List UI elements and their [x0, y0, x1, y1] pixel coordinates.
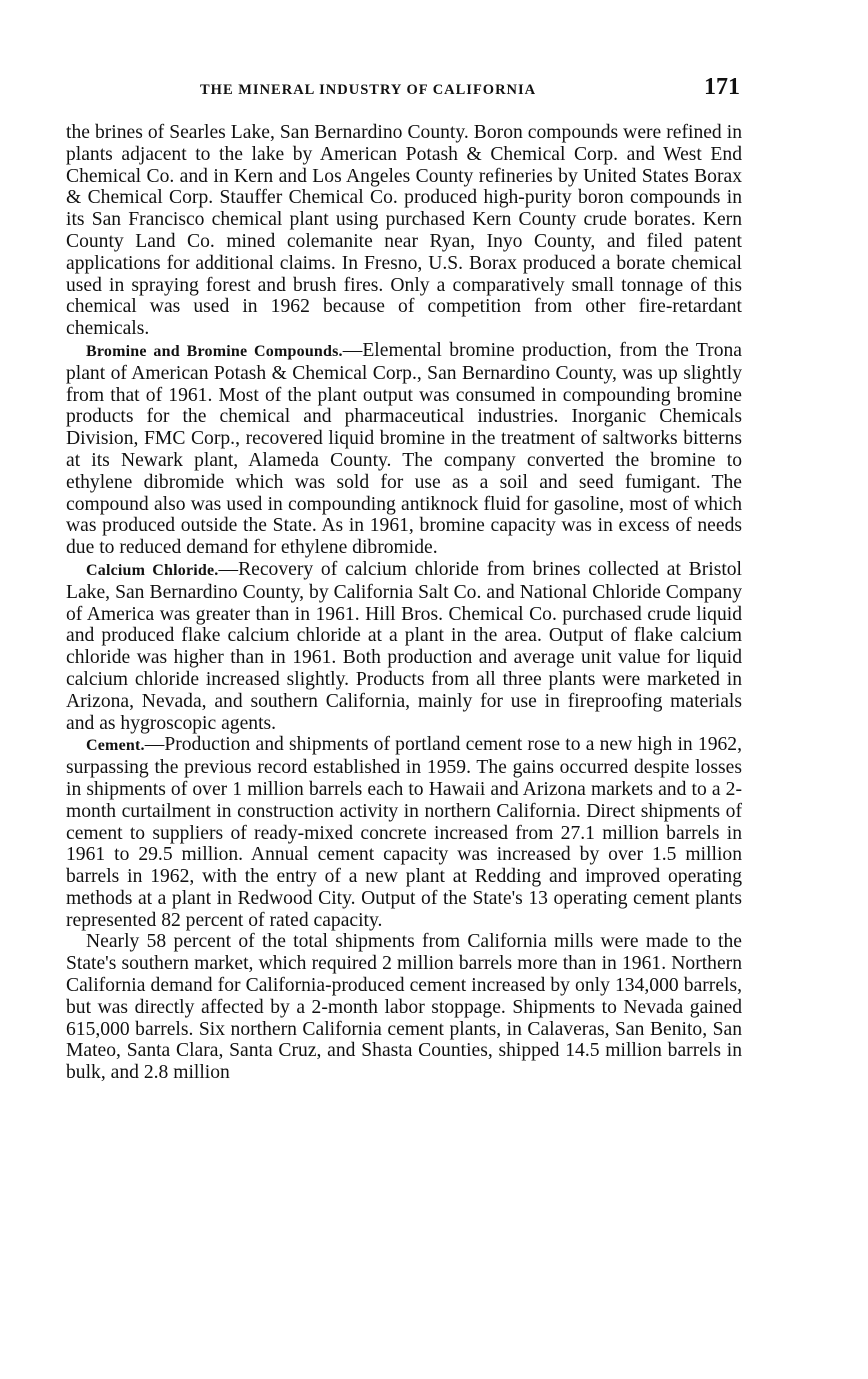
section-heading-bromine: Bromine and Bromine Compounds.: [86, 342, 343, 360]
section-heading-calcium-chloride: Calcium Chloride.: [86, 561, 219, 579]
section-heading-cement: Cement.: [86, 737, 145, 755]
paragraph-text: —Production and shipments of portland cement rose to a new high in 1962, surpassing the previous record established in 1959. The gains occurred despite losses in shipments of over 1 million barrels each to Hawaii and Arizona markets and to a 2-month curtailment in construction activity in northern California. Direct shipments of cement to suppliers of ready-mixed concrete increased from 27.1 million barrels in 1961 to 29.5 million. Annual cement capacity was increased by over 1.5 million barrels in 1962, with the entry of a new plant at Redding and improved operating methods at a plant in Redwood City. Output of the State's 13 operating cement plants represented 82 percent of rated capacity.: [66, 734, 742, 931]
paragraph-text: the brines of Searles Lake, San Bernardino County. Boron compounds were refined in plants adjacent to the lake by American Potash & Chemical Corp. and West End Chemical Co. and in Kern and Los Angeles County refineries by United States Borax & Chemical Corp. Stauffer Chemical Co. produced high-purity boron compounds in its San Francisco chemical plant using purchased Kern County crude borates. Kern County Land Co. mined colemanite near Ryan, Inyo County, and filed patent applications for additional claims. In Fresno, U.S. Borax produced a borate chemical used in spraying forest and brush fires. Only a comparatively small tonnage of this chemical was used in 1962 because of competition from other fire-retardant chemicals.: [66, 122, 742, 340]
running-title: THE MINERAL INDUSTRY OF CALIFORNIA: [200, 82, 537, 98]
paragraph-text: Nearly 58 percent of the total shipments from California mills were made to the State's southern market, which required 2 million barrels more than in 1961. Northern California demand for California-produced cement increased by only 134,000 barrels, but was directly affected by a 2-month labor stoppage. Shipments to Nevada gained 615,000 barrels. Six northern California cement plants, in Calaveras, San Benito, San Mateo, Santa Clara, Santa Cruz, and Shasta Counties, shipped 14.5 million barrels in bulk, and 2.8 million: [66, 931, 742, 1084]
page-number: 171: [704, 74, 740, 100]
paragraph-calcium-chloride: [66, 559, 742, 734]
paragraph-cement: [66, 734, 742, 931]
paragraph-text: —Elemental bromine production, from the Trona plant of American Potash & Chemical Corp., San Bernardino County, was up slightly from that of 1961. Most of the plant output was consumed in compounding bromine products for the chemical and pharmaceutical industries. Inorganic Chemicals Division, FMC Corp., recovered liquid bromine in the treatment of saltworks bitterns at its Newark plant, Alameda County. The company converted the bromine to ethylene dibromide which was sold for use as a soil and seed fumigant. The compound also was used in compounding antiknock fluid for gasoline, most of which was produced outside the State. As in 1961, bromine capacity was in excess of needs due to reduced demand for ethylene dibromide.: [66, 339, 742, 559]
paragraph-bromine: [66, 340, 742, 559]
paragraph-cement-shipments: [66, 931, 742, 1084]
body-text: [66, 122, 742, 1084]
paragraph-boron-continued: [66, 122, 742, 340]
paragraph-text: —Recovery of calcium chloride from brines collected at Bristol Lake, San Bernardino County, by California Salt Co. and National Chloride Company of America was greater than in 1961. Hill Bros. Chemical Co. purchased crude liquid and produced flake calcium chloride at a plant in the area. Output of flake calcium chloride was higher than in 1961. Both production and average unit value for liquid calcium chloride increased slightly. Products from all three plants were marketed in Arizona, Nevada, and southern California, mainly for use in fireproofing materials and as hygroscopic agents.: [66, 558, 743, 734]
page: [66, 72, 742, 1084]
running-head: [66, 72, 742, 112]
